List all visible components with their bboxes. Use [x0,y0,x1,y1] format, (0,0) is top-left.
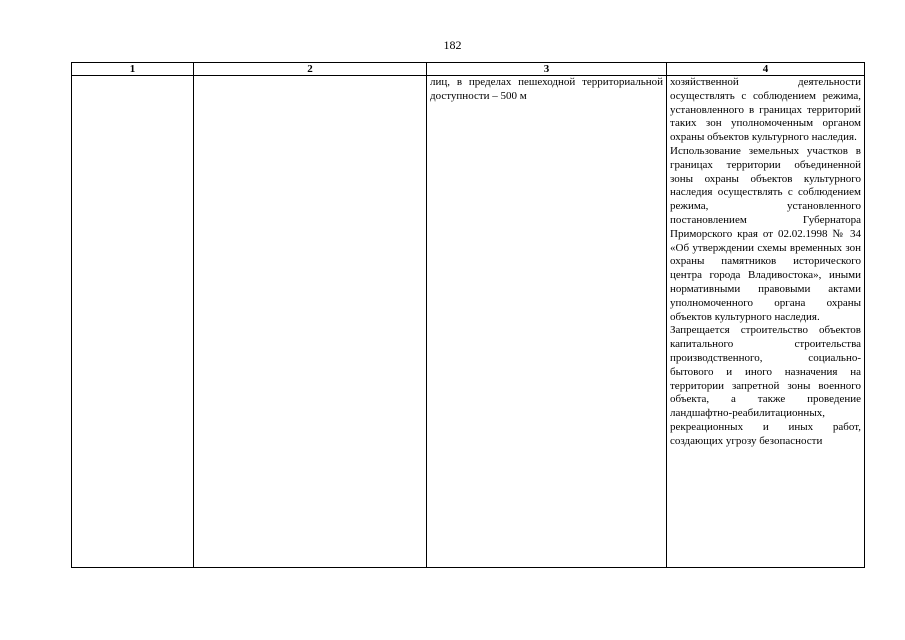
cell-col-2 [194,76,427,568]
cell-col-1 [72,76,194,568]
table-row [72,76,865,568]
table-header-row [72,63,865,76]
column-header-3: 3 [427,63,667,76]
cell-col-4-paragraph-3: Запрещается строительство объектов капитального строительства производственного, социально-бытового и иного назначения на территории запретной зоны военного объекта, а также проведение ландшафтно-реабилитационных, рекреационных и иных работ, создающих угрозу безопасности [670,324,861,447]
column-header-4: 4 [667,63,865,76]
page-number: 182 [443,38,462,52]
cell-col-4-paragraph-1: хозяйственной деятельности осуществлять с соблюдением режима, установленного в границах территорий таких зон уполномоченным органом охраны объектов культурного наследия. [670,76,861,144]
cell-col-3-text: лиц, в пределах пешеходной территориальной доступности – 500 м [430,76,663,102]
cell-col-4-paragraph-2: Использование земельных участков в границах территории объединенной зоны охраны объектов культурного наследия осуществлять с соблюдением режима, установленного постановлением Губернатора Приморского края от 02.02.1998 № 34 «Об утверждении схемы временных зон охраны памятников исторического центра города Владивостока», иными нормативными правовыми актами уполномоченного органа охраны объектов культурного наследия. [670,144,861,323]
column-header-2: 2 [194,63,427,76]
cell-col-3 [427,76,667,568]
column-header-1: 1 [72,63,194,76]
cell-col-4 [667,76,865,568]
document-table [71,62,865,568]
